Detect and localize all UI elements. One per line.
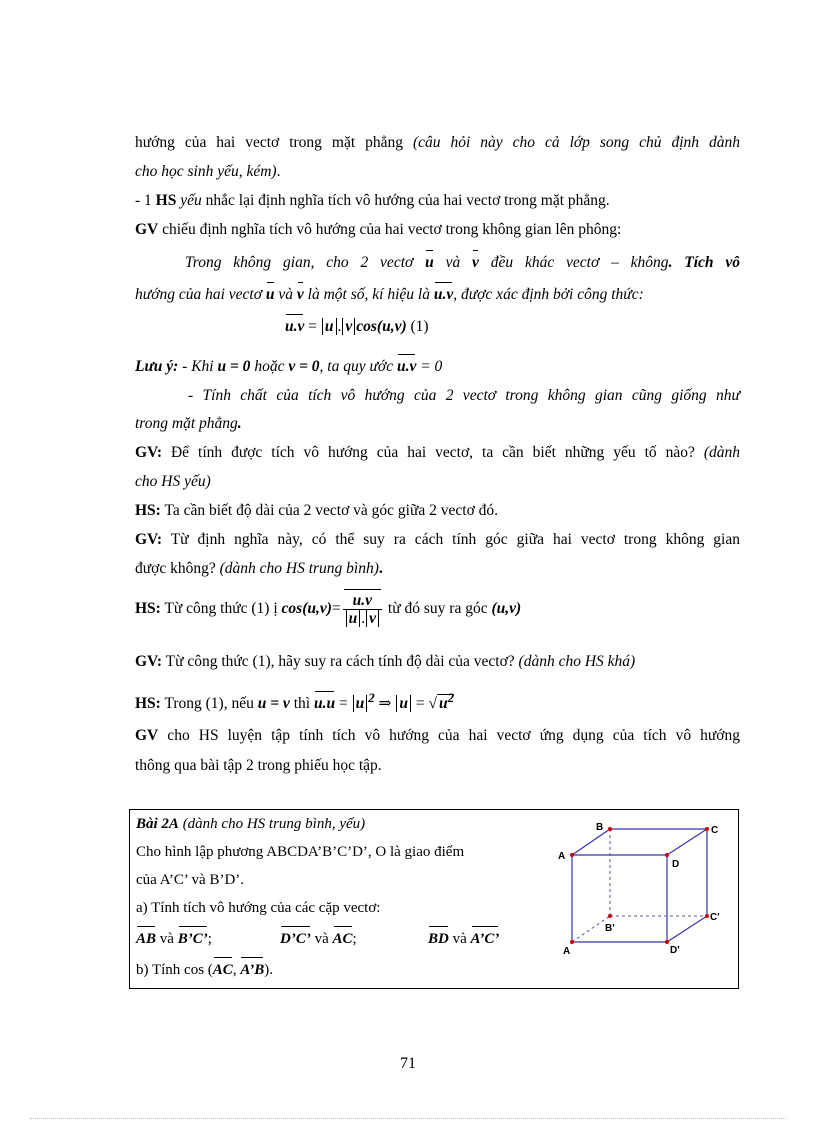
note-label: Lưu ý:	[135, 358, 179, 375]
cube-vertices	[570, 827, 709, 944]
vector-equality: u = v	[257, 695, 290, 713]
text: b) Tính cos (	[136, 962, 213, 978]
text: và	[278, 286, 294, 303]
paragraph-line	[135, 191, 740, 211]
text: . Tích vô	[668, 254, 740, 271]
text: Trong không gian, cho 2 vectơ	[185, 254, 414, 271]
note-line	[135, 357, 740, 377]
text: nhắc lại định nghĩa tích vô hướng của hai vectơ trong mặt phẳng.	[201, 192, 610, 209]
paragraph-line	[135, 220, 740, 240]
dialogue-line	[135, 559, 740, 579]
magnitude-u: u	[322, 318, 337, 335]
italic-note: cho HS yếu)	[135, 473, 211, 490]
label-D: D	[672, 859, 680, 870]
vector-label: B’C’	[177, 931, 208, 947]
student-label: HS:	[135, 695, 161, 713]
text: thì	[289, 695, 314, 713]
magnitude-u: u	[396, 695, 411, 712]
text: Từ công thức (1), hãy suy ra cách tính độ dài của vectơ?	[162, 653, 519, 670]
text: là một số, kí hiệu là	[307, 286, 430, 303]
vector-u: u	[265, 286, 275, 303]
equals: =	[412, 695, 429, 713]
vector-label: A’C’	[470, 931, 500, 947]
label-A: A	[558, 851, 566, 862]
square-exponent: 2	[368, 690, 375, 705]
zero-vector-v: v = 0	[288, 358, 320, 375]
paragraph-line	[135, 162, 740, 182]
vector-label: D’C’	[280, 931, 311, 947]
label-C: C	[711, 825, 719, 836]
vector-label: AB	[136, 931, 157, 947]
text: và	[445, 254, 461, 271]
vertex-D	[665, 853, 669, 857]
paragraph-line	[135, 756, 740, 776]
zero-vector-u: u = 0	[217, 358, 251, 375]
italic-note: (câu hỏi này cho cả lớp song chủ định dành	[412, 134, 740, 151]
exercise-audience: (dành cho HS trung bình, yếu)	[178, 816, 366, 832]
exercise-line	[136, 842, 464, 862]
implies: ⇒	[374, 695, 396, 713]
vertex-D1	[665, 940, 669, 944]
italic-note: (dành cho HS khá)	[518, 653, 636, 670]
text: trong mặt phẳng	[135, 415, 238, 432]
student-label: HS:	[135, 502, 161, 519]
formula-line: u.v = u . v cos(u,v) (1)	[285, 318, 429, 335]
text: - 1	[135, 192, 156, 209]
edge-DC	[667, 829, 707, 855]
equals: =	[335, 695, 352, 713]
definition-line	[135, 285, 740, 305]
vector-v: v	[296, 286, 304, 303]
vector-label: AC	[212, 962, 233, 978]
bold-label: HS	[155, 192, 177, 209]
magnitude-v: v	[366, 610, 379, 627]
text: và	[159, 931, 174, 947]
dot-product: u.u	[313, 695, 336, 713]
vector-label: AC	[332, 931, 353, 947]
text: hoặc	[250, 358, 289, 375]
label-B-prime: B'	[605, 923, 615, 934]
cos-expression: cos(u,v)	[356, 318, 407, 335]
text: = 0	[416, 358, 443, 375]
dialogue-line	[135, 590, 740, 628]
label-B: B	[596, 822, 604, 833]
magnitude-v: v	[342, 318, 355, 335]
label-A-prime: A	[563, 946, 571, 957]
vertex-B	[608, 827, 612, 831]
definition-line	[185, 253, 740, 273]
note-line	[188, 386, 740, 406]
text: .	[237, 415, 242, 432]
fraction-denominator: u . v	[343, 610, 382, 627]
cube-edges	[572, 829, 707, 942]
exercise-pair	[136, 929, 212, 949]
dialogue-line	[135, 652, 740, 672]
text: Để tính được tích vô hướng của hai vectơ, ta cần biết những yếu tố nào?	[162, 444, 695, 461]
dialogue-line	[135, 472, 740, 492]
page-number: 71	[400, 1055, 416, 1072]
student-label: HS:	[135, 600, 161, 617]
text: Từ định nghĩa này, có thể suy ra cách tính góc giữa hai vectơ trong không gian	[162, 531, 740, 548]
italic-text: yếu	[176, 192, 202, 209]
dot-product: u.v	[433, 286, 454, 303]
bold-label: GV	[135, 221, 159, 238]
teacher-label: GV:	[135, 653, 162, 670]
vertex-C	[705, 827, 709, 831]
text: ).	[264, 962, 273, 978]
italic-note: (dành cho HS trung bình)	[219, 560, 379, 577]
square-exponent: 2	[447, 690, 455, 705]
fraction	[343, 592, 382, 627]
text: Cho hình lập phương ABCDA’B’C’D’, O là giao điểm	[136, 844, 465, 860]
vector-label: A’B	[240, 962, 265, 978]
text: của A’C’ và B’D’.	[136, 872, 245, 888]
text: từ đó suy ra góc	[384, 600, 492, 617]
text: và	[314, 931, 329, 947]
cube-diagram	[555, 815, 725, 965]
exercise-line	[136, 898, 380, 918]
text: .	[378, 560, 383, 577]
text: thông qua bài tập 2 trong phiếu học tập.	[135, 757, 382, 774]
equation-number: (1)	[410, 318, 429, 335]
label-C-prime: C'	[710, 912, 720, 923]
fraction-numerator: u.v	[343, 592, 382, 610]
text: a) Tính tích vô hướng của các cặp vectơ:	[136, 900, 381, 916]
page-bottom-rule	[30, 1118, 786, 1119]
text: được không?	[135, 560, 220, 577]
magnitude-u: u	[346, 610, 361, 627]
italic-note: cho học sinh yếu, kém)	[135, 163, 277, 180]
vertex-A	[570, 853, 574, 857]
exercise-title: Bài 2A	[136, 816, 179, 832]
text: Ta cần biết độ dài của 2 vectơ và góc giữa 2 vectơ đó.	[160, 502, 499, 519]
paragraph-line	[135, 726, 740, 746]
vector-v: v	[472, 254, 479, 271]
magnitude-u: u	[353, 695, 368, 712]
text: Trong (1), nếu	[160, 695, 258, 713]
teacher-label: GV:	[135, 531, 162, 548]
exercise-line: b) Tính cos (AC, A’B).	[136, 962, 273, 978]
equals: =	[308, 318, 317, 335]
text: - Khi	[178, 358, 218, 375]
label-D-prime: D'	[670, 945, 680, 956]
edge-AB	[572, 829, 610, 855]
equals: =	[331, 600, 341, 617]
paragraph-line	[135, 133, 740, 153]
exercise-line	[136, 870, 244, 890]
vertex-C1	[705, 914, 709, 918]
text: chiếu định nghĩa tích vô hướng của hai vectơ trong không gian lên phông:	[158, 221, 622, 238]
text: đều khác vectơ – không	[490, 254, 669, 271]
cube-labels	[558, 822, 720, 957]
vertex-B1	[608, 914, 612, 918]
dot-product: u.v	[396, 358, 417, 375]
vector-u: u	[425, 254, 434, 271]
text: cho HS luyện tập tính tích vô hướng của hai vectơ ứng dụng của tích vô hướng	[158, 727, 740, 744]
dialogue-line	[135, 443, 740, 463]
text: ;	[207, 931, 212, 947]
vector-label: BD	[428, 931, 449, 947]
hidden-edges	[572, 829, 707, 942]
text: - Tính chất của tích vô hướng của 2 vectơ trong không gian cũng giống như	[188, 387, 740, 404]
dialogue-line: HS: Trong (1), nếu u = v thì u.u = u $^2$ ⇒ u = √ $u^2$	[135, 690, 455, 713]
text: hướng của hai vectơ	[135, 286, 263, 303]
dot-product: u.v	[285, 318, 305, 335]
exercise-pair	[428, 929, 499, 949]
teacher-label: GV	[135, 727, 159, 744]
text: .	[276, 163, 281, 180]
exercise-title-line	[136, 814, 365, 834]
dialogue-line	[135, 501, 740, 521]
teacher-label: GV:	[135, 444, 162, 461]
text: Từ công thức (1) ị	[160, 600, 282, 617]
dialogue-line	[135, 530, 740, 550]
italic-note: (dành	[694, 444, 740, 461]
vector-u: u	[439, 695, 448, 713]
vertex-A1	[570, 940, 574, 944]
text: và	[452, 931, 467, 947]
text: hướng của hai vectơ trong mặt phẳng	[135, 134, 403, 151]
sqrt-radicand	[437, 690, 455, 713]
text: , được xác định bởi công thức:	[453, 286, 644, 303]
edge-D1-C1	[667, 916, 707, 942]
text: , ta quy ước	[319, 358, 397, 375]
text: ;	[352, 931, 357, 947]
exercise-pair	[280, 929, 357, 949]
angle-expression: (u,v)	[491, 600, 522, 617]
cos-expression: cos(u,v)	[281, 600, 332, 617]
note-line	[135, 414, 740, 434]
